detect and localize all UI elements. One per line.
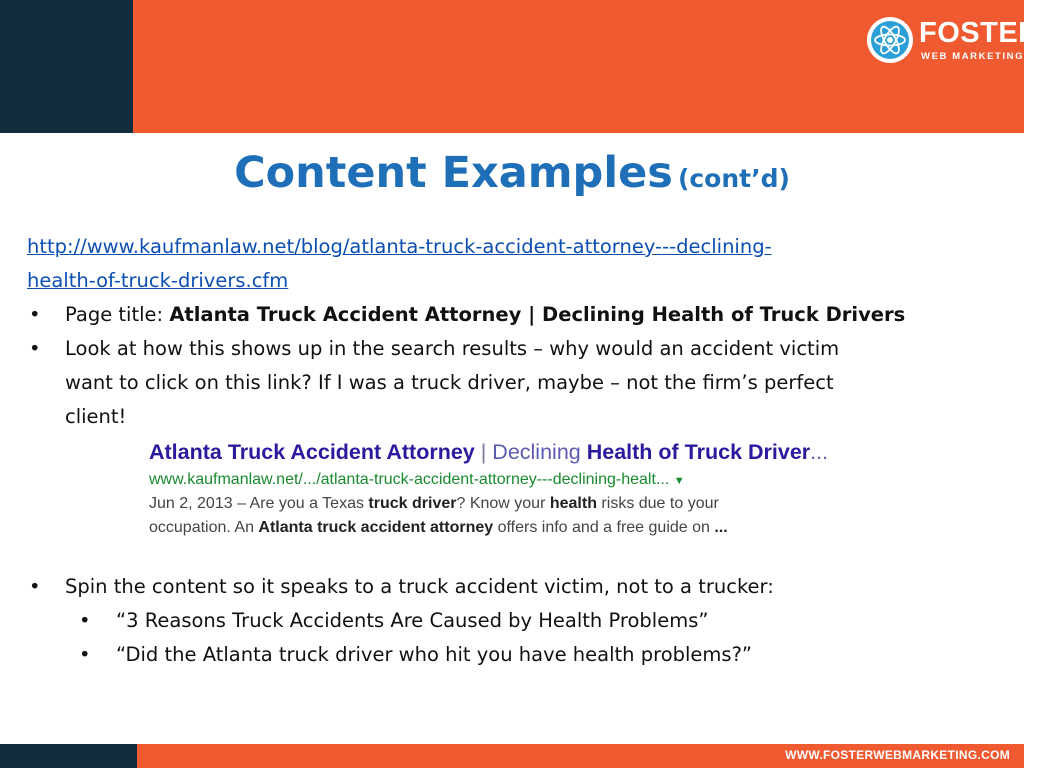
bullet-search-line-3: client! [65, 405, 127, 428]
url-line-2[interactable]: health-of-truck-drivers.cfm [27, 269, 289, 292]
bullet-dot-icon: • [29, 303, 41, 326]
dropdown-arrow-icon[interactable]: ▼ [673, 475, 685, 487]
desc-text: Jun 2, 2013 – Are you a Texas [149, 495, 369, 512]
sub-bullet-reasons [27, 604, 1007, 638]
slide-title [0, 148, 1024, 198]
bullet-page-title [27, 298, 1007, 332]
search-result-description-line-1 [149, 492, 869, 516]
blog-url-link[interactable] [27, 230, 1007, 298]
foster-logo [866, 16, 1040, 68]
title-suffix: (cont’d) [677, 164, 790, 193]
desc-text: offers info and a free guide on [493, 519, 715, 536]
bullet-search-line-1: Look at how this shows up in the search results – why would an accident victim [65, 337, 840, 360]
search-title-separator[interactable]: | [474, 440, 493, 464]
footer-website-url: WWW.FOSTERWEBMARKETING.COM [785, 748, 1010, 762]
desc-text: occupation. An [149, 519, 259, 536]
bullet-page-title-prefix: Page title: [65, 303, 170, 326]
bullet-dot-icon: • [29, 337, 41, 360]
desc-text: ? Know your [456, 495, 550, 512]
slide-body [27, 230, 1007, 434]
sub-bullet-reasons-text: “3 Reasons Truck Accidents Are Caused by Health Problems” [116, 609, 709, 632]
logo-tagline: WEB MARKETING [921, 51, 1025, 62]
search-title-part-1[interactable]: Atlanta Truck Accident Attorney [149, 440, 475, 464]
search-result-description-line-2 [149, 516, 869, 540]
header-dark-block [0, 0, 133, 133]
bullet-spin-text: Spin the content so it speaks to a truck accident victim, not to a trucker: [65, 575, 774, 598]
search-title-part-2[interactable]: Declining [492, 440, 587, 464]
bullet-dot-icon: • [79, 609, 91, 632]
desc-bold: ... [714, 519, 728, 536]
logo-brand-text: FOSTER [919, 17, 1040, 49]
search-url-text: www.kaufmanlaw.net/.../atlanta-truck-accident-attorney---declining-healt... [149, 471, 670, 488]
desc-bold: truck driver [368, 495, 457, 512]
desc-bold: health [549, 495, 597, 512]
bullet-dot-icon: • [79, 643, 91, 666]
search-title-part-3[interactable]: Health of Truck Driver [586, 440, 811, 464]
title-main: Content Examples [234, 148, 673, 198]
bullet-search-results [27, 332, 1007, 434]
atom-globe-icon [866, 16, 914, 64]
desc-bold: Atlanta truck accident attorney [258, 519, 494, 536]
sub-bullet-question [27, 638, 1007, 672]
search-title-ellipsis[interactable]: ... [810, 440, 829, 464]
page-title-text: Atlanta Truck Accident Attorney | Declining Health of Truck Drivers [169, 303, 906, 326]
bullet-spin-content [27, 570, 1007, 604]
search-result-url [149, 469, 869, 492]
search-result-snippet [149, 438, 869, 540]
sub-bullet-question-text: “Did the Atlanta truck driver who hit you have health problems?” [116, 643, 753, 666]
slide-body-lower [27, 570, 1007, 672]
footer-dark-block [0, 744, 137, 768]
url-line-1[interactable]: http://www.kaufmanlaw.net/blog/atlanta-truck-accident-attorney---declining- [27, 235, 772, 258]
search-result-title[interactable] [149, 438, 869, 466]
bullet-search-line-2: want to click on this link? If I was a truck driver, maybe – not the firm’s perfect [65, 371, 834, 394]
desc-text: risks due to your [596, 495, 719, 512]
bullet-dot-icon: • [29, 575, 41, 598]
